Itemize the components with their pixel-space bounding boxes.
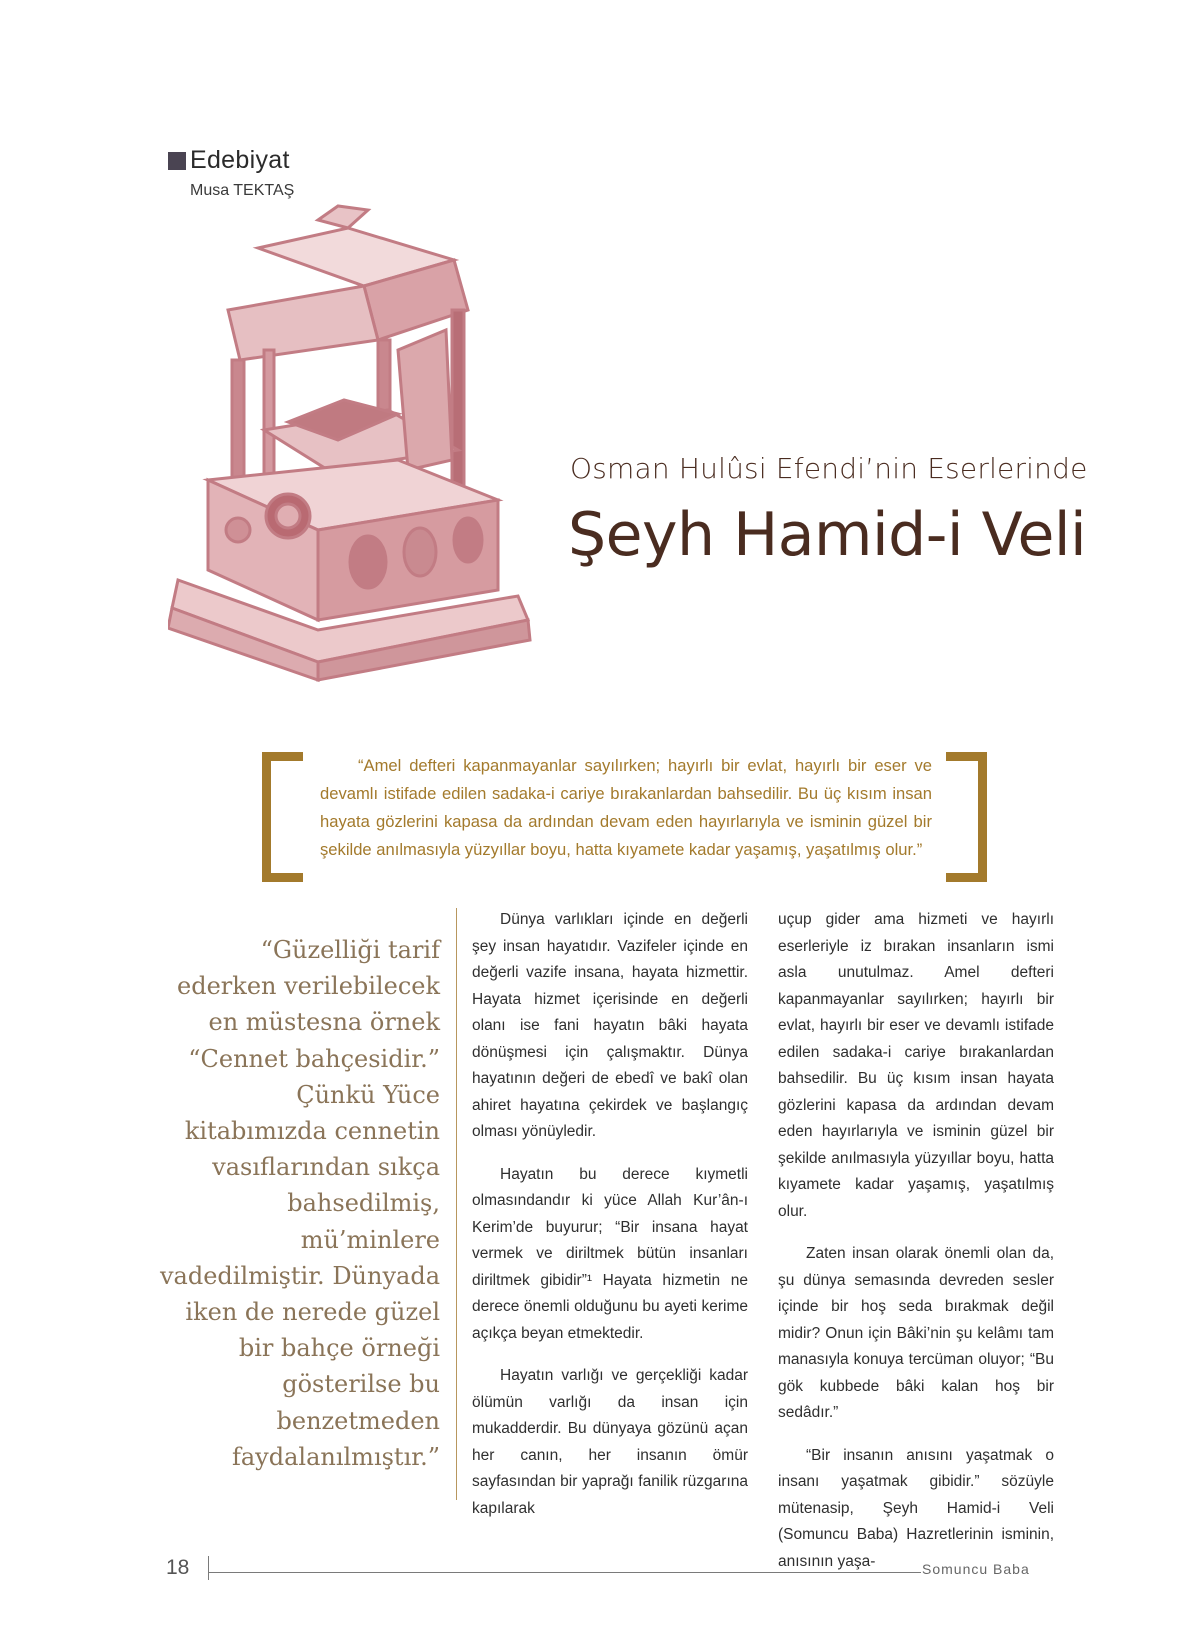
paragraph: “Bir insanın anısını yaşatmak o insanı yaşatmak gibidir.” sözüyle mütenasip, Şeyh Hamid-i Veli (Somuncu Baba) Hazretlerinin isminin, anısının yaşa- xyxy=(778,1446,1054,1570)
author-name: Musa TEKTAŞ xyxy=(190,182,295,199)
paragraph: Hayatın bu derece kıymetli olmasındandır ki yüce Allah Kur’ân-ı Kerim’de buyurur; “Bir insana hayat vermek ve diriltmek bütün insanları diriltmek gibidir”¹ Hayata hizmetin ne derece önemli olduğunu bu ayeti kerime açıkça beyan etmektedir. xyxy=(472,1165,748,1342)
intro-quote: “Amel defteri kapanmayanlar sayılırken; hayırlı bir evlat, hayırlı bir eser ve devamlı istifade edilen sadaka-i cariye bırakanlardan bahsedilir. Bu üç kısım insan hayata gözlerini kapasa da ardından devam eden hayırlarıyla ve isminin güzel bir şekilde anılmasıyla yüzyıllar boyu, hatta kıyamete kadar yaşamış, yaşatılmış olur.” xyxy=(320,756,932,859)
section-label: Edebiyat xyxy=(190,146,290,174)
magazine-name: Somuncu Baba xyxy=(922,1561,1030,1577)
footer-tick xyxy=(208,1556,209,1580)
body-column-2 xyxy=(778,907,1054,1591)
footer-rule xyxy=(209,1572,921,1573)
section-marker xyxy=(168,152,186,170)
article-title: Şeyh Hamid-i Veli xyxy=(568,500,1087,570)
paragraph: Hayatın varlığı ve gerçekliği kadar ölümün varlığı da insan için mukadderdir. Bu dünyaya gözünü açan her canın, her insanın ömür sayfasından bir yaprağı fanilik rüzgarına kapılarak xyxy=(472,1367,748,1517)
tomb-sarcophagus-illustration xyxy=(168,200,550,690)
paragraph: Zaten insan olarak önemli olan da, şu dünya semasında devreden sesler içinde bir hoş seda bırakmak değil midir? Onun için Bâki’nin şu kelâmı tam manasıyla konuya tercüman oluyor; “Bu gök kubbede bâki kalan hoş bir sedâdır.” xyxy=(778,1245,1054,1421)
body-column-1 xyxy=(472,907,748,1538)
article-subtitle: Osman Hulûsi Efendi’nin Eserlerinde xyxy=(570,452,1088,485)
paragraph: Dünya varlıkları içinde en değerli şey insan hayatıdır. Vazifeler içinde en değerli vazife insana, hayata hizmettir. Hayata hizmet içerisinde en değerli olanı ise fani hayatın bâki hayata dönüşmesi için çalışmaktır. Dünya hayatının değeri de ebedî ve bakî olan ahiret hayatına çekirdek ve başlangıç olması yönüyledir. xyxy=(472,911,748,1140)
right-bracket-decoration xyxy=(946,752,987,882)
paragraph: uçup gider ama hizmeti ve hayırlı eserleriyle iz bırakan insanların ismi asla unutulmaz. Amel defteri kapanmayanlar sayılırken; hayırlı bir evlat, hayırlı bir eser ve devamlı istifade edilen sadaka-i cariye bırakanlardan bahsedilir. Bu üç kısım insan hayata gözlerini kapasa da ardından devam eden hayırlarıyla ve isminin güzel bir şekilde anılmasıyla yüzyıllar boyu, hatta kıyamete kadar yaşamış, yaşatılmış olur. xyxy=(778,911,1054,1220)
column-divider xyxy=(456,908,457,1500)
page-number: 18 xyxy=(166,1556,190,1579)
left-bracket-decoration xyxy=(262,752,303,882)
pull-quote: “Güzelliği tarif ederken verilebilecek en müstesna örnek “Cennet bahçesidir.” Çünkü Yüce kitabımızda cennetin vasıflarından sıkça bahsedilmiş, mü’minlere vadedilmiştir. Dünyada iken de nerede güzel bir bahçe örneği gösterilse bu benzetmeden faydalanılmıştır.” xyxy=(160,936,441,1471)
